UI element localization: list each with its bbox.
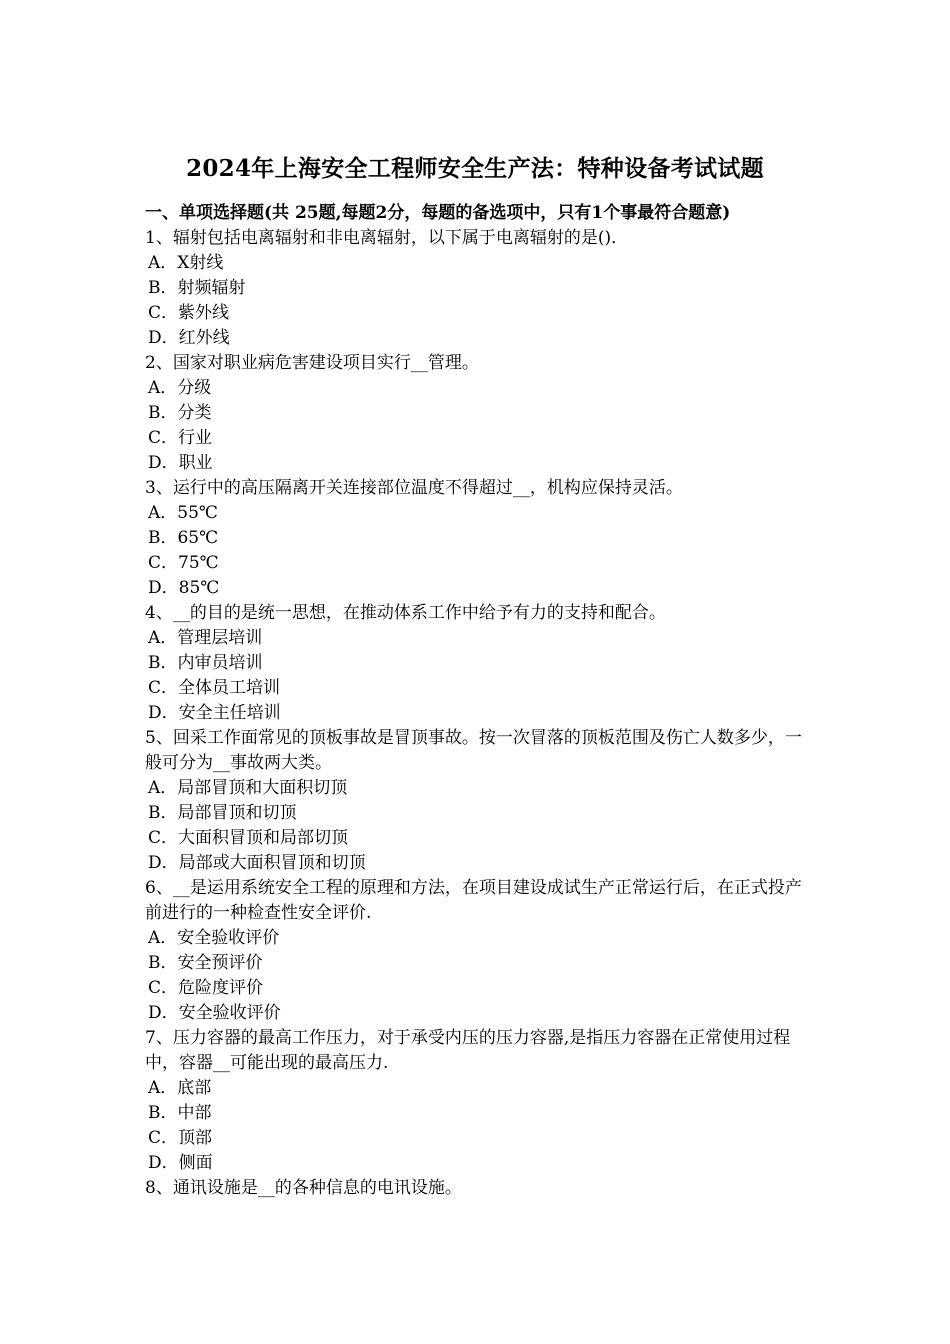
answer-option: B．安全预评价 xyxy=(148,953,263,973)
answer-option: D．红外线 xyxy=(148,328,230,348)
question-list xyxy=(145,201,810,1201)
answer-option: D．安全主任培训 xyxy=(148,703,281,723)
question-text: 4、__的目的是统一思想，在推动体系工作中给予有力的支持和配合。 xyxy=(145,603,666,623)
answer-option: D．侧面 xyxy=(148,1153,213,1173)
answer-option: C．顶部 xyxy=(148,1128,213,1148)
answer-option: C．紫外线 xyxy=(148,303,230,323)
answer-option: A．分级 xyxy=(148,378,212,398)
answer-option: A．安全验收评价 xyxy=(148,928,280,948)
question-text: 7、压力容器的最高工作压力，对于承受内压的压力容器,是指压力容器在正常使用过程中，容器__可能出现的最高压力. xyxy=(145,1028,791,1073)
answer-option: D．局部或大面积冒顶和切顶 xyxy=(148,853,366,873)
answer-option: C．全体员工培训 xyxy=(148,678,281,698)
answer-option: D．85℃ xyxy=(148,578,220,598)
question-text: 3、运行中的高压隔离开关连接部位温度不得超过__，机构应保持灵活。 xyxy=(145,478,683,498)
answer-option: C．75℃ xyxy=(148,553,219,573)
answer-option: B．内审员培训 xyxy=(148,653,263,673)
questions-container xyxy=(145,226,810,1201)
answer-option: D．职业 xyxy=(148,453,213,473)
answer-option: D．安全验收评价 xyxy=(148,1003,281,1023)
section-heading: 一、单项选择题(共 25题,每题2分，每题的备选项中，只有1个事最符合题意) xyxy=(145,203,731,223)
answer-option: A．管理层培训 xyxy=(148,628,263,648)
answer-option: B．射频辐射 xyxy=(148,278,246,298)
answer-option: B．65℃ xyxy=(148,528,219,548)
answer-option: B．中部 xyxy=(148,1103,212,1123)
answer-option: A．55℃ xyxy=(148,503,218,523)
answer-option: A．底部 xyxy=(148,1078,212,1098)
question-text: 8、通讯设施是__的各种信息的电讯设施。 xyxy=(145,1178,462,1198)
answer-option: C．危险度评价 xyxy=(148,978,264,998)
answer-option: C．大面积冒顶和局部切顶 xyxy=(148,828,349,848)
answer-option: A．局部冒顶和大面积切顶 xyxy=(148,778,348,798)
answer-option: A．X射线 xyxy=(148,253,224,273)
question-text: 6、__是运用系统安全工程的原理和方法，在项目建设成试生产正常运行后，在正式投产前进行的一种检查性安全评价. xyxy=(145,878,802,923)
answer-option: B．局部冒顶和切顶 xyxy=(148,803,297,823)
question-text: 2、国家对职业病危害建设项目实行__管理。 xyxy=(145,353,479,373)
answer-option: B．分类 xyxy=(148,403,212,423)
page-title: 2024年上海安全工程师安全生产法：特种设备考试试题 xyxy=(186,155,764,182)
question-text: 5、回采工作面常见的顶板事故是冒顶事故。按一次冒落的顶板范围及伤亡人数多少，一般可分为__事故两大类。 xyxy=(145,728,802,773)
answer-option: C．行业 xyxy=(148,428,213,448)
question-text: 1、辐射包括电离辐射和非电离辐射，以下属于电离辐射的是()． xyxy=(145,228,629,248)
